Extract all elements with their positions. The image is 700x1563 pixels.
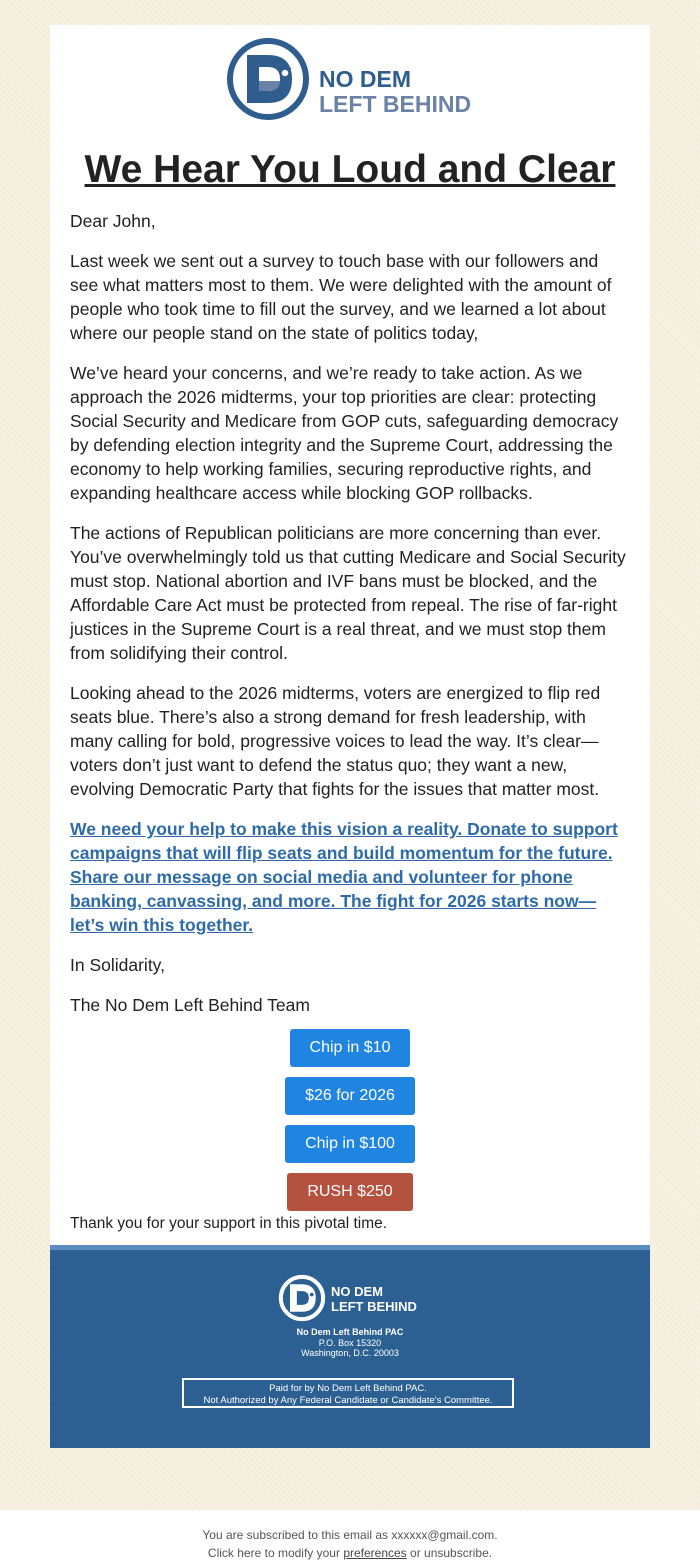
thanks-note: Thank you for your support in this pivotal time. [70,1215,388,1232]
email-body [50,209,650,1017]
paid-for-disclaimer [182,1378,514,1408]
logo-wordmark [319,67,471,117]
preferences-link[interactable]: preferences [343,1546,407,1560]
footer-logo-line-1: NO DEM [331,1284,383,1299]
footer-address [50,1327,650,1359]
footer-address-line-1: P.O. Box 15320 [318,1337,382,1348]
26-for-2026-button[interactable]: $26 for 2026 [285,1077,415,1115]
paragraph-concerns: The actions of Republican politicians are more concerning than ever. You’ve overwhelmingly told us that cutting Medicare and Social Security must stop. National abortion and IVF bans must be blocked, and the Affordable Care Act must be protected from repeal. The rise of far-right justices in the Supreme Court is a real threat, and we must stop them from solidifying their control. [70,523,626,663]
footer-org-name: No Dem Left Behind PAC [296,1327,404,1337]
paragraph-survey: Last week we sent out a survey to touch base with our followers and see what matters most to them. We were delighted with the amount of people who took time to fill out the survey, and we learned a lot about where our people stand on the state of politics today, [70,251,612,343]
email-headline: We Hear You Loud and Clear [84,148,616,191]
logo-line-2: LEFT BEHIND [319,91,472,117]
greeting: Dear John, [70,211,156,231]
paragraph-priorities: We’ve heard your concerns, and we’re ready to take action. As we approach the 2026 midterms, your top priorities are clear: protecting Social Security and Medicare from GOP cuts, safeguarding democracy by defending election integrity and the Supreme Court, addressing the economy to help working families, securing reproductive rights, and expanding healthcare access while blocking GOP rollbacks. [70,363,619,503]
unsubscribe-text[interactable]: or unsubscribe. [410,1546,493,1560]
brand-logo[interactable] [226,37,506,121]
subscription-line-2 [0,1544,700,1562]
subscription-prefix: Click here to modify your [207,1546,340,1560]
footer-logo[interactable] [278,1274,428,1326]
email-footer [50,1245,650,1448]
d-mark-icon [226,37,310,121]
rush-250-button[interactable]: RUSH $250 [287,1173,413,1211]
footer-logo-line-2: LEFT BEHIND [331,1299,417,1314]
disclaimer-line-2: Not Authorized by Any Federal Candidate or Candidate's Committee. [203,1394,493,1406]
chip-in-100-button[interactable]: Chip in $100 [285,1125,415,1163]
footer-address-line-2: Washington, D.C. 20003 [301,1348,399,1358]
signature: The No Dem Left Behind Team [70,995,310,1015]
chip-in-10-button[interactable]: Chip in $10 [290,1029,410,1067]
footer-wordmark [331,1284,417,1314]
signoff: In Solidarity, [70,955,165,975]
email-header [50,25,650,125]
paragraph-midterms: Looking ahead to the 2026 midterms, voters are energized to flip red seats blue. There’s also a strong demand for fresh leadership, with many calling for bold, progressive voices to lead the way. It’s clear—voters don’t just want to defend the status quo; they want a new, evolving Democratic Party that fights for the issues that matter most. [70,683,601,799]
donation-buttons [50,1029,650,1211]
cta-link[interactable]: We need your help to make this vision a reality. Donate to support campaigns that will flip seats and build momentum for the future. Share our message on social media and volunteer for phone banking, canvassing, and more. The fight for 2026 starts now—let’s win this together. [70,819,618,935]
subscription-line-1: You are subscribed to this email as xxxxxx@gmail.com. [202,1528,498,1542]
subscription-notice [0,1510,700,1563]
email-card [50,25,650,1448]
footer-d-mark-icon [278,1274,326,1322]
disclaimer-line-1: Paid for by No Dem Left Behind PAC. [269,1383,427,1394]
logo-line-1: NO DEM [319,66,411,92]
